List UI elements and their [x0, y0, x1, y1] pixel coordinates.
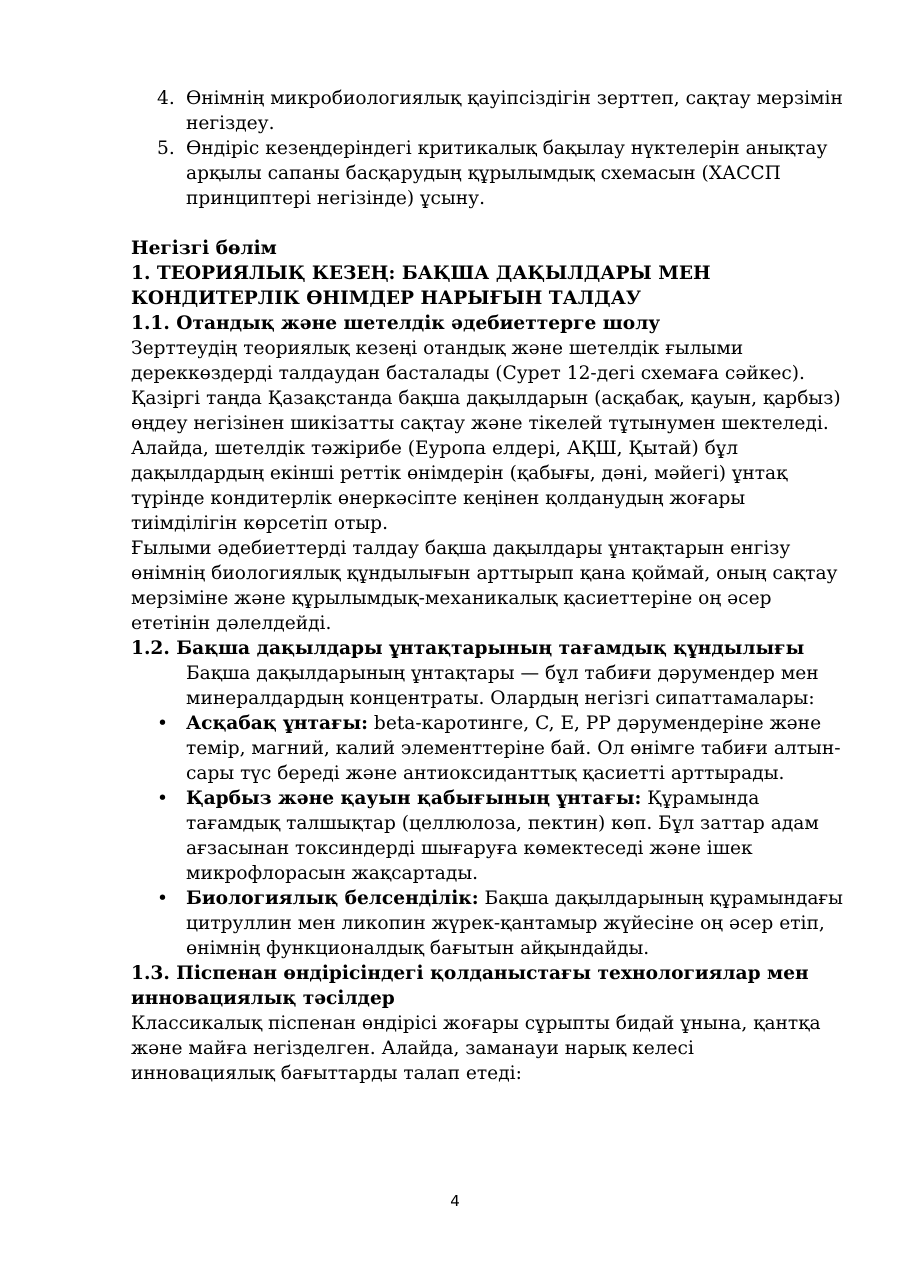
blank-line [131, 211, 843, 236]
list-item-text: Өндіріс кезеңдеріндегі критикалық бақылау нүктелерін анықтау арқылы сапаны басқарудың құрылымдық схемасын (ХАССП принциптері негізінде) ұсыну. [186, 138, 828, 209]
section-1-2-title: 1.2. Бақша дақылдары ұнтақтарының тағамдық құндылығы [131, 638, 805, 659]
list-number: 4. [157, 88, 175, 109]
bullet-term: Қарбыз және қауын қабығының ұнтағы: [186, 788, 642, 809]
bullet-term: Асқабақ ұнтағы: [186, 713, 368, 734]
main-part-label: Негізгі бөлім [131, 238, 277, 259]
bullet-text: beta-каротинге, C, E, PP дәрумендеріне және темір, магний, калий элементтеріне бай. Ол өнімге табиғи алтын-сары түс береді және антиоксиданттық қасиетті арттырады. [186, 713, 841, 784]
list-item [131, 136, 843, 211]
list-number: 5. [157, 138, 175, 159]
section-1-3-paragraph-1: Классикалық піспенан өндірісі жоғары сұрыпты бидай ұнына, қантқа және майға негізделген. Алайда, заманауи нарық келесі инновациялық бағыттарды талап етеді: [131, 1013, 821, 1084]
section-1-1-paragraph-1: Зерттеудің теориялық кезеңі отандық және шетелдік ғылыми дереккөздерді талдаудан басталады (Сурет 12-дегі схемаға сәйкес). Қазіргі таңда Қазақстанда бақша дақылдарын (асқабақ, қауын, қарбыз) өңдеу негізінен шикізатты сақтау және тікелей тұтынумен шектеледі. Алайда, шетелдік тәжірибе (Еуропа елдері, АҚШ, Қытай) бұл дақылдардың екінші реттік өнімдерін (қабығы, дәні, мәйегі) ұнтақ түрінде кондитерлік өнеркәсіпте кеңінен қолданудың жоғары тиімділігін көрсетіп отыр. [131, 338, 841, 534]
bullet-text: Бақша дақылдарының құрамындағы цитруллин мен ликопин жүрек-қантамыр жүйесіне оң әсер етіп, өнімнің функционалдық бағытын айқындайды. [186, 888, 843, 959]
bullet-item [131, 711, 843, 786]
list-item [131, 86, 843, 136]
bullet-symbol: • [157, 713, 168, 734]
objectives-list [131, 86, 843, 211]
section-1-1-paragraph-2: Ғылыми әдебиеттерді талдау бақша дақылдары ұнтақтарын енгізу өнімнің биологиялық құндылығын арттырып қана қоймай, оның сақтау мерзіміне және құрылымдық-механикалық қасиеттеріне оң әсер ететінін дәлелдейді. [131, 538, 838, 634]
section-1-2-intro: Бақша дақылдарының ұнтақтары — бұл табиғи дәрумендер мен минералдардың концентраты. Олардың негізгі сипаттамалары: [186, 663, 819, 709]
chapter-title: 1. ТЕОРИЯЛЫҚ КЕЗЕҢ: БАҚША ДАҚЫЛДАРЫ МЕН КОНДИТЕРЛІК ӨНІМДЕР НАРЫҒЫН ТАЛДАУ [131, 263, 711, 309]
section-1-1-title: 1.1. Отандық және шетелдік әдебиеттерге шолу [131, 313, 661, 334]
page-number: 4 [450, 1192, 460, 1210]
bullet-item [131, 786, 843, 886]
bullet-text: Құрамында тағамдық талшықтар (целлюлоза, пектин) көп. Бұл заттар адам ағзасынан токсиндерді шығаруға көмектеседі және ішек микрофлорасын жақсартады. [186, 788, 819, 884]
list-item-text: Өнімнің микробиологиялық қауіпсіздігін зерттеп, сақтау мерзімін негіздеу. [186, 88, 843, 134]
bullet-symbol: • [157, 888, 168, 909]
section-1-3-title: 1.3. Піспенан өндірісіндегі қолданыстағы технологиялар мен инновациялық тәсілдер [131, 963, 809, 1009]
bullet-symbol: • [157, 788, 168, 809]
nutrition-bullet-list [131, 711, 843, 961]
bullet-item [131, 886, 843, 961]
document-page [131, 86, 843, 1086]
bullet-term: Биологиялық белсенділік: [186, 888, 479, 909]
